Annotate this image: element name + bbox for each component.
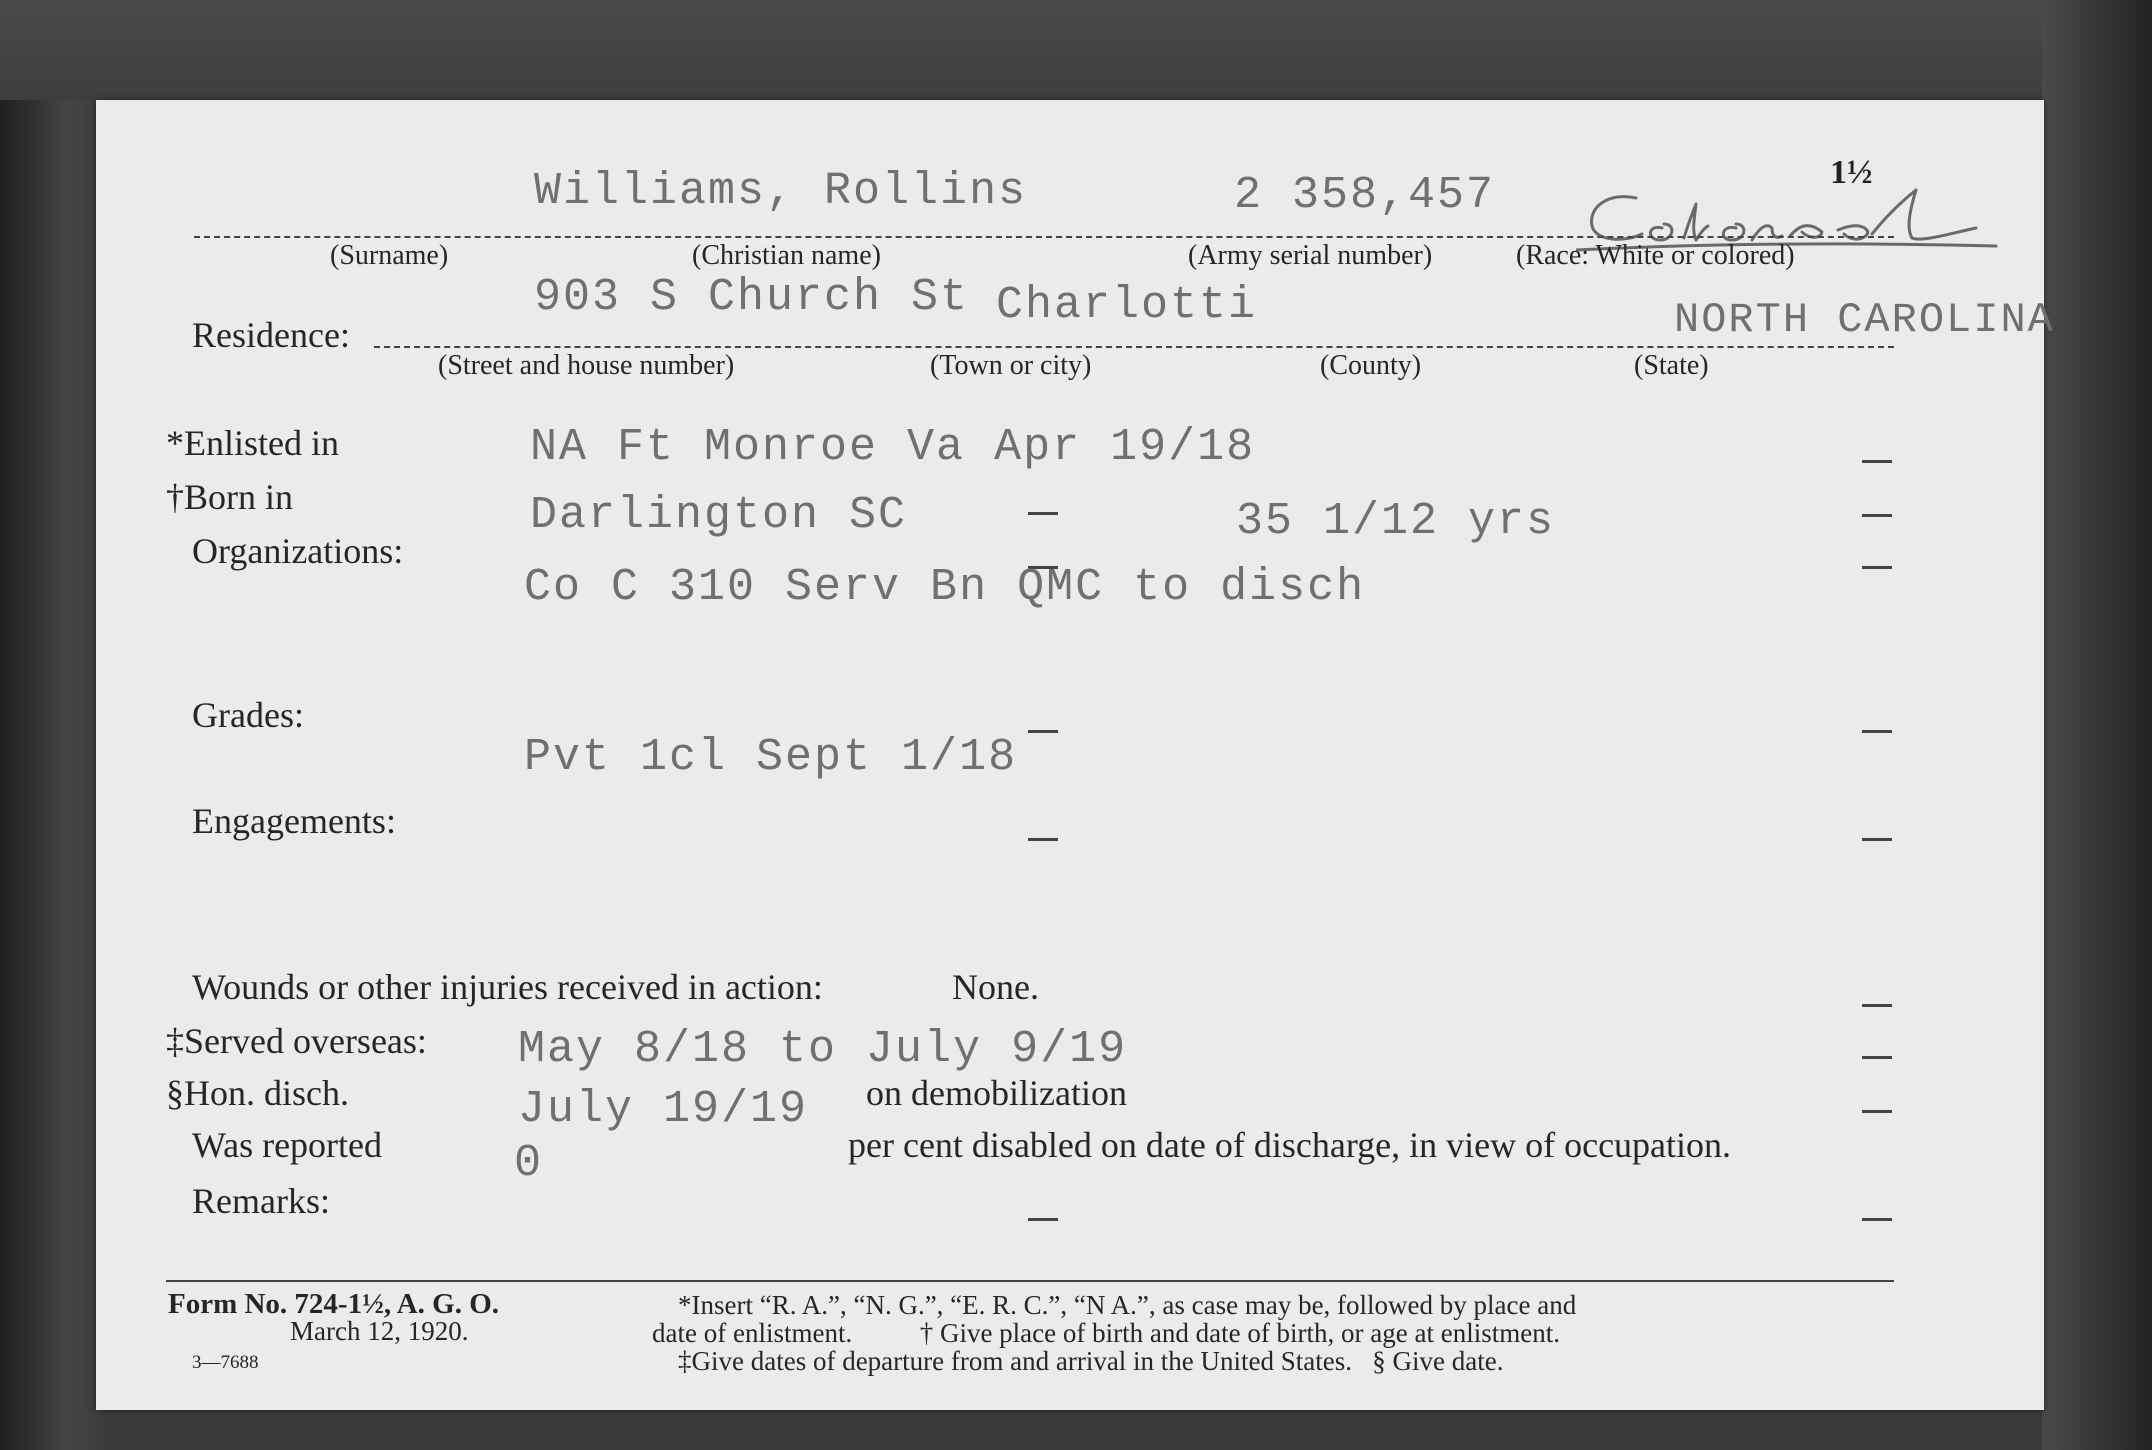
caption-street: (Street and house number) <box>438 350 735 381</box>
caption-town: (Town or city) <box>930 350 1092 381</box>
residence-dotted-line <box>374 346 1894 348</box>
residence-street-value: 903 S Church St <box>534 272 970 323</box>
age-value: 35 1/12 yrs <box>1236 496 1556 547</box>
footer-divider-line <box>166 1280 1894 1282</box>
remarks-dash-middle <box>1028 1218 1058 1221</box>
born-dash-right <box>1862 514 1892 517</box>
footnote-enlistment-birth: date of enlistment. † Give place of birth and date of birth, or age at enlistment. <box>652 1318 1560 1348</box>
residence-town-value: Charlotti <box>996 280 1258 331</box>
born-dash-middle <box>1028 512 1058 515</box>
form-date: March 12, 1920. <box>290 1316 469 1346</box>
engagements-dash-right <box>1862 838 1892 841</box>
disabled-statement-label: per cent disabled on date of discharge, in view of occupation. <box>848 1125 1732 1165</box>
residence-label: Residence: <box>192 315 350 355</box>
engagements-dash-middle <box>1028 838 1058 841</box>
card-number: 1½ <box>1830 154 1873 191</box>
served-overseas-value: May 8/18 to July 9/19 <box>518 1024 1128 1075</box>
was-reported-label: Was reported <box>192 1125 383 1165</box>
caption-surname: (Surname) <box>330 240 449 271</box>
film-border-left <box>0 0 110 1450</box>
grades-label: Grades: <box>192 695 304 735</box>
caption-county: (County) <box>1320 350 1422 381</box>
organizations-dash-right <box>1862 566 1892 569</box>
footnote-overseas-dates: ‡Give dates of departure from and arrival in the United States. § Give date. <box>678 1346 1504 1376</box>
caption-christian-name: (Christian name) <box>692 240 881 271</box>
hon-disch-label: §Hon. disch. <box>166 1073 349 1113</box>
print-code: 3—7688 <box>192 1352 259 1373</box>
army-serial-number-value: 2 358,457 <box>1234 170 1496 221</box>
engagements-label: Engagements: <box>192 801 396 841</box>
enlisted-value: NA Ft Monroe Va Apr 19/18 <box>530 422 1256 473</box>
surname-christian-name-value: Williams, Rollins <box>534 166 1028 217</box>
footnote-insert: *Insert “R. A.”, “N. G.”, “E. R. C.”, “N A.”, as case may be, followed by place and <box>678 1290 1577 1320</box>
born-in-label: †Born in <box>166 477 294 517</box>
organization-value: Co C 310 Serv Bn QMC to disch <box>524 562 1366 613</box>
service-record-card <box>96 100 2055 1410</box>
caption-race: (Race: White or colored) <box>1516 240 1795 271</box>
caption-army-serial-number: (Army serial number) <box>1188 240 1433 271</box>
remarks-label: Remarks: <box>192 1181 330 1221</box>
form-number: Form No. 724-1½, A. G. O. <box>168 1288 500 1320</box>
residence-state-value: NORTH CAROLINA <box>1674 296 2055 344</box>
served-overseas-label: ‡Served overseas: <box>166 1021 427 1061</box>
grades-dash-right <box>1862 730 1892 733</box>
organizations-label: Organizations: <box>192 531 404 571</box>
grade-value: Pvt 1cl Sept 1/18 <box>524 732 1018 783</box>
enlisted-dash-right <box>1862 460 1892 463</box>
wounds-label: Wounds or other injuries received in action: <box>192 967 823 1007</box>
born-value: Darlington SC <box>530 490 908 541</box>
wounds-value: None. <box>952 967 1039 1007</box>
hon-disch-dash-right <box>1862 1110 1892 1113</box>
film-border-right <box>2042 0 2152 1450</box>
wounds-dash-right <box>1862 1004 1892 1007</box>
overseas-dash-right <box>1862 1056 1892 1059</box>
hon-disch-date-value: July 19/19 <box>518 1084 809 1135</box>
grades-dash-middle <box>1028 730 1058 733</box>
film-border-top <box>0 0 2152 100</box>
enlisted-in-label: *Enlisted in <box>166 423 339 463</box>
demobilization-label: on demobilization <box>866 1073 1127 1113</box>
remarks-dash-right <box>1862 1218 1892 1221</box>
caption-state: (State) <box>1634 350 1709 381</box>
disabled-percent-value: 0 <box>514 1138 544 1189</box>
name-row-dotted-line <box>194 236 1894 238</box>
